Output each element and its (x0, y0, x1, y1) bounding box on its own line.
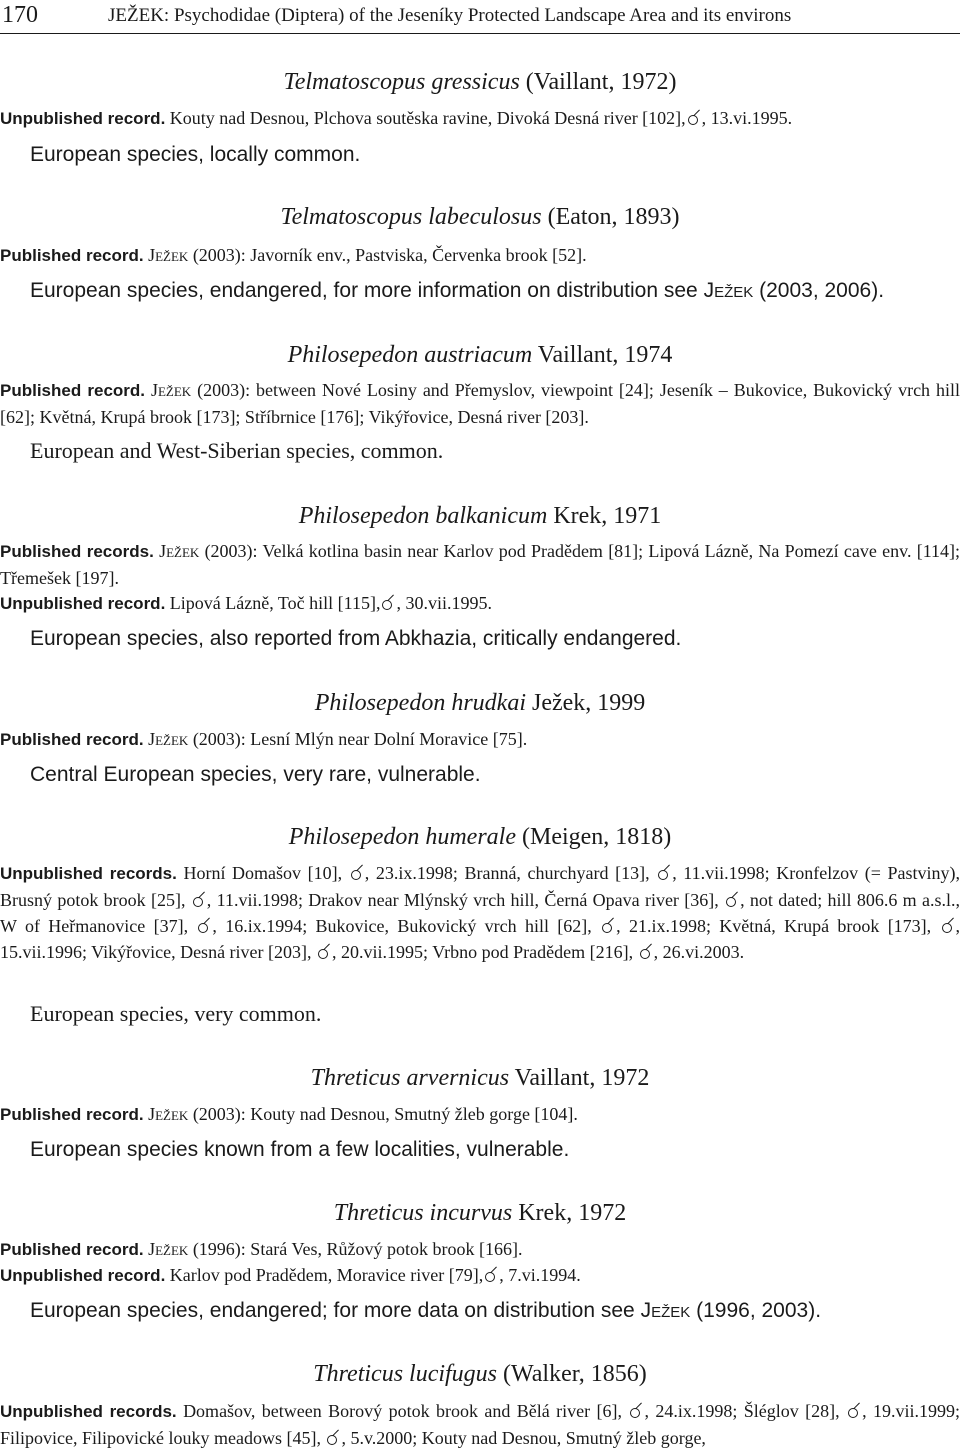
record-date: , 13.vi.1995. (701, 108, 793, 128)
author-name: Ježek (148, 729, 189, 749)
author-name: Ježek (148, 1104, 189, 1124)
species-note: European species known from a few localities, vulnerable. (30, 1138, 570, 1161)
record-label: Unpublished record. (0, 1266, 166, 1285)
published-records (0, 538, 960, 591)
record-segment: , not dated; hill 806.6 m a.s.l., W of Heřmanovice [37], (0, 890, 960, 936)
male-symbol-icon (658, 866, 671, 880)
species-heading (0, 67, 960, 97)
species-heading (0, 688, 960, 718)
species-authority: (Eaton, 1893) (547, 204, 680, 230)
author-name: Ježek (640, 1299, 691, 1322)
male-symbol-icon (485, 1268, 498, 1282)
note-citation: (1996, 2003). (696, 1299, 822, 1322)
species-name: Philosepedon austriacum (287, 342, 533, 368)
species-name: Philosepedon balkanicum (298, 503, 548, 529)
male-symbol-icon (351, 866, 364, 880)
record-segment: , 11.vii.1998; Drakov near Mlýnský vrch hill, Černá Opava river [36], (206, 890, 719, 910)
running-head: JEŽEK: Psychodidae (Diptera) of the Jeseníky Protected Landscape Area and its environs (108, 5, 792, 26)
species-name: Philosepedon hrudkai (314, 690, 526, 716)
species-authority: Vaillant, 1972 (514, 1065, 650, 1091)
unpublished-record (0, 105, 960, 132)
male-symbol-icon (688, 111, 701, 125)
note-text: European species, endangered; for more data on distribution see (30, 1299, 635, 1322)
unpublished-record (0, 1262, 960, 1289)
species-heading (0, 1063, 960, 1093)
record-label: Unpublished record. (0, 109, 166, 128)
record-text: Kouty nad Desnou, Plchova soutěska ravine, Divoká Desná river [102], (169, 108, 686, 128)
record-segment: , 15.vii.1996; Vikýřovice, Desná river [203], (0, 916, 960, 962)
note-citation: (2003, 2006). (759, 279, 885, 302)
record-segment: , 5.v.2000; Kouty nad Desnou, Smutný žleb gorge, (341, 1428, 706, 1448)
species-authority: Vaillant, 1974 (537, 342, 673, 368)
species-name: Threticus arvernicus (310, 1065, 510, 1091)
record-segment: Domašov, between Borový potok brook and Bělá river [6], (183, 1401, 623, 1421)
species-note: European and West-Siberian species, common. (30, 438, 444, 463)
author-name: Ježek (159, 541, 200, 561)
record-text: (2003): Lesní Mlýn near Dolní Moravice [75]. (192, 729, 528, 749)
unpublished-records (0, 1398, 960, 1451)
author-name: Ježek (148, 245, 189, 265)
record-segment: , 26.vi.2003. (653, 942, 745, 962)
species-heading (0, 202, 960, 232)
unpublished-record (0, 590, 960, 617)
species-heading (0, 340, 960, 370)
species-heading (0, 822, 960, 852)
male-symbol-icon (193, 893, 206, 907)
species-note: European species, locally common. (30, 143, 361, 166)
male-symbol-icon (848, 1404, 861, 1418)
record-text: (2003): Kouty nad Desnou, Smutný žleb gorge [104]. (192, 1104, 578, 1124)
species-heading (0, 1198, 960, 1228)
author-name: Ježek (148, 1239, 189, 1259)
species-name: Telmatoscopus labeculosus (280, 204, 542, 230)
record-segment: , 11.vii.1998; Kronfelzov (= Pastviny), Brusný potok brook [25], (0, 863, 960, 910)
record-segment: , 16.ix.1994; Bukovice, Bukovický vrch hill [62], (212, 916, 592, 936)
unpublished-records (0, 860, 960, 965)
record-label: Published record. (0, 1105, 144, 1124)
species-note: European species, very common. (30, 1001, 322, 1026)
species-note: European species, also reported from Abkhazia, critically endangered. (30, 627, 682, 650)
male-symbol-icon (640, 945, 653, 959)
record-segment: , 21.ix.1998; Květná, Krupá brook [173], (616, 916, 932, 936)
male-symbol-icon (318, 945, 331, 959)
record-label: Published record. (0, 381, 146, 400)
species-heading (0, 1359, 960, 1389)
record-label: Unpublished records. (0, 864, 177, 883)
species-name: Telmatoscopus gressicus (283, 69, 520, 95)
record-date: , 30.vii.1995. (396, 593, 492, 613)
record-label: Unpublished records. (0, 1402, 177, 1421)
species-authority: Ježek, 1999 (532, 690, 646, 716)
male-symbol-icon (602, 919, 615, 933)
record-label: Published record. (0, 730, 144, 749)
published-record (0, 726, 960, 753)
male-symbol-icon (726, 893, 739, 907)
species-authority: (Meigen, 1818) (522, 824, 672, 850)
published-record (0, 1236, 960, 1263)
species-name: Philosepedon humerale (288, 824, 516, 850)
record-label: Published records. (0, 542, 154, 561)
record-segment: , 24.ix.1998; Šléglov [28], (644, 1401, 840, 1421)
species-name: Threticus lucifugus (313, 1361, 498, 1387)
species-heading (0, 501, 960, 531)
record-text: (2003): Javorník env., Pastviska, Červenka brook [52]. (192, 245, 587, 265)
species-authority: Krek, 1972 (518, 1200, 627, 1226)
species-authority: (Vaillant, 1972) (525, 69, 677, 95)
author-name: Ježek (703, 279, 754, 302)
species-authority: Krek, 1971 (553, 503, 662, 529)
record-label: Unpublished record. (0, 594, 166, 613)
header-rule (0, 33, 960, 34)
species-authority: (Walker, 1856) (503, 1361, 647, 1387)
species-note: Central European species, very rare, vulnerable. (30, 763, 481, 786)
male-symbol-icon (198, 919, 211, 933)
male-symbol-icon (327, 1431, 340, 1445)
page-header (0, 0, 960, 34)
record-segment: Horní Domašov [10], (176, 863, 343, 883)
record-label: Published record. (0, 1240, 144, 1259)
record-segment: , 23.ix.1998; Branná, churchyard [13], (364, 863, 650, 883)
published-record (0, 377, 960, 430)
species-note (30, 277, 884, 305)
published-record (0, 1101, 960, 1128)
species-name: Threticus incurvus (333, 1200, 513, 1226)
record-text: Karlov pod Pradědem, Moravice river [79], (169, 1265, 484, 1285)
page-number: 170 (2, 2, 38, 28)
note-text: European species, endangered, for more information on distribution see (30, 279, 698, 302)
record-text: Lipová Lázně, Toč hill [115], (169, 593, 381, 613)
record-text: (2003): between Nové Losiny and Přemyslov, viewpoint [24]; Jeseník – Bukovice, Bukovický vrch hill [62]; Květná, Krupá brook [173]; Stříbrnice [176]; Vikýřovice, Desná river [203]. (0, 380, 960, 427)
record-label: Published record. (0, 246, 144, 265)
species-note (30, 1297, 821, 1325)
record-text: (2003): Velká kotlina basin near Karlov pod Pradědem [81]; Lipová Lázně, Na Pomezí cave env. [114]; Třemešek [197]. (0, 541, 960, 588)
author-name: Ježek (150, 380, 192, 400)
record-date: , 7.vi.1994. (499, 1265, 581, 1285)
male-symbol-icon (630, 1404, 643, 1418)
record-segment: , 19.vii.1999; Filipovice, Filipovické louky meadows [45], (0, 1401, 960, 1448)
published-record (0, 242, 960, 269)
male-symbol-icon (382, 596, 395, 610)
record-segment: , 20.vii.1995; Vrbno pod Pradědem [216], (332, 942, 634, 962)
male-symbol-icon (942, 919, 955, 933)
record-text: (1996): Stará Ves, Růžový potok brook [166]. (192, 1239, 523, 1259)
